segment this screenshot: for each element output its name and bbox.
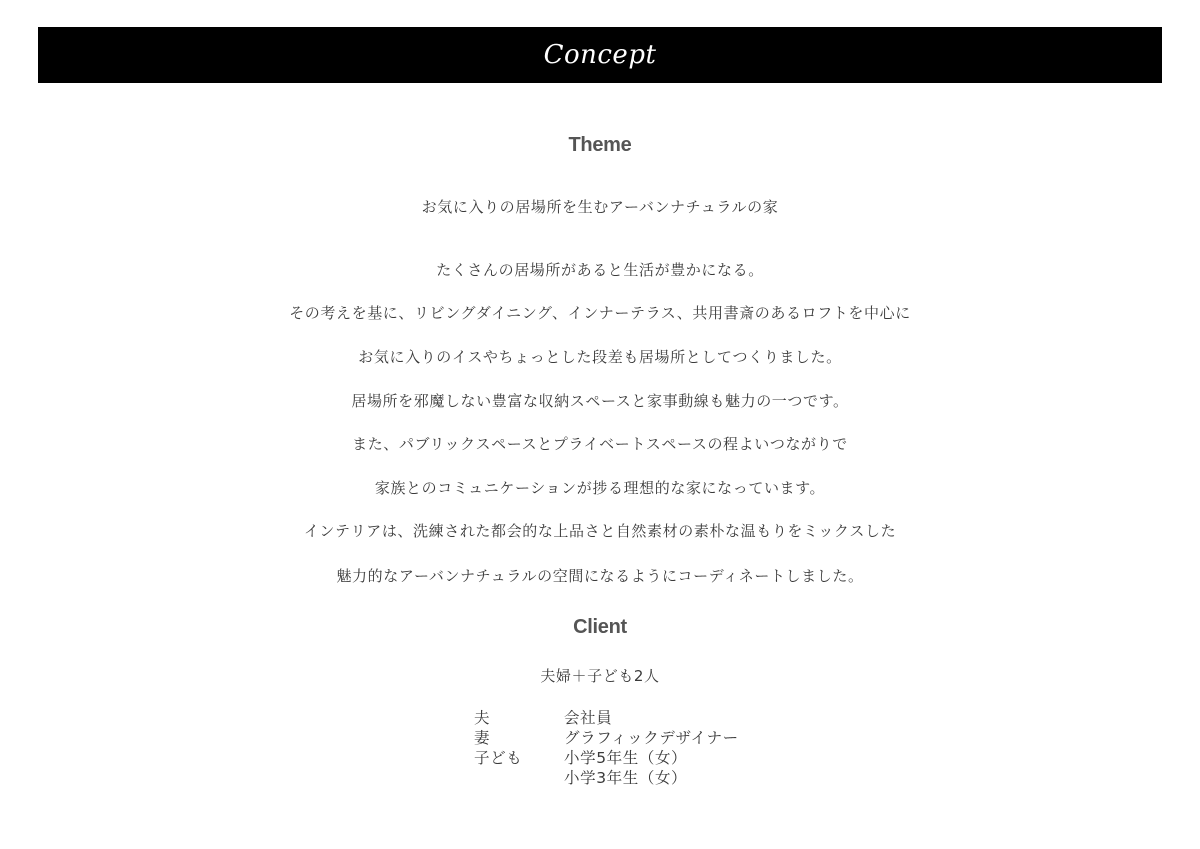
client-member-row bbox=[474, 728, 739, 748]
theme-paragraph: お気に入りのイスやちょっとした段差も居場所としてつくりました。 bbox=[358, 348, 842, 366]
page-title: Concept bbox=[543, 40, 657, 70]
client-member-row bbox=[474, 708, 739, 728]
client-member-role: 夫 bbox=[474, 709, 491, 727]
client-member-role bbox=[474, 768, 564, 788]
theme-paragraph: また、パブリックスペースとプライベートスペースの程よいつながりで bbox=[352, 435, 848, 453]
client-member-row bbox=[474, 768, 739, 788]
theme-paragraph: その考えを基に、リビングダイニング、インナーテラス、共用書斎のあるロフトを中心に bbox=[289, 304, 911, 322]
theme-paragraph: 魅力的なアーバンナチュラルの空間になるようにコーディネートしました。 bbox=[336, 567, 864, 585]
theme-paragraph: たくさんの居場所があると生活が豊かになる。 bbox=[436, 261, 764, 279]
theme-subtitle: お気に入りの居場所を生むアーバンナチュラルの家 bbox=[421, 198, 779, 216]
client-members-list bbox=[474, 708, 739, 788]
client-member-detail: グラフィックデザイナー bbox=[564, 729, 739, 747]
theme-paragraph: 居場所を邪魔しない豊富な収納スペースと家事動線も魅力の一つです。 bbox=[351, 392, 849, 410]
client-member-role: 子ども bbox=[474, 749, 523, 767]
theme-paragraph: インテリアは、洗練された都会的な上品さと自然素材の素朴な温もりをミックスした bbox=[303, 522, 897, 540]
client-member-detail: 会社員 bbox=[564, 709, 613, 727]
theme-heading: Theme bbox=[568, 134, 632, 156]
client-member-detail: 小学5年生（女） bbox=[564, 749, 688, 767]
client-member-detail: 小学3年生（女） bbox=[564, 769, 688, 787]
client-heading: Client bbox=[573, 616, 627, 638]
theme-paragraph: 家族とのコミュニケーションが捗る理想的な家になっています。 bbox=[374, 479, 826, 497]
client-member-role: 妻 bbox=[474, 729, 491, 747]
client-member-row bbox=[474, 748, 739, 768]
header-bar bbox=[38, 27, 1162, 83]
client-summary: 夫婦＋子ども2人 bbox=[540, 667, 660, 685]
